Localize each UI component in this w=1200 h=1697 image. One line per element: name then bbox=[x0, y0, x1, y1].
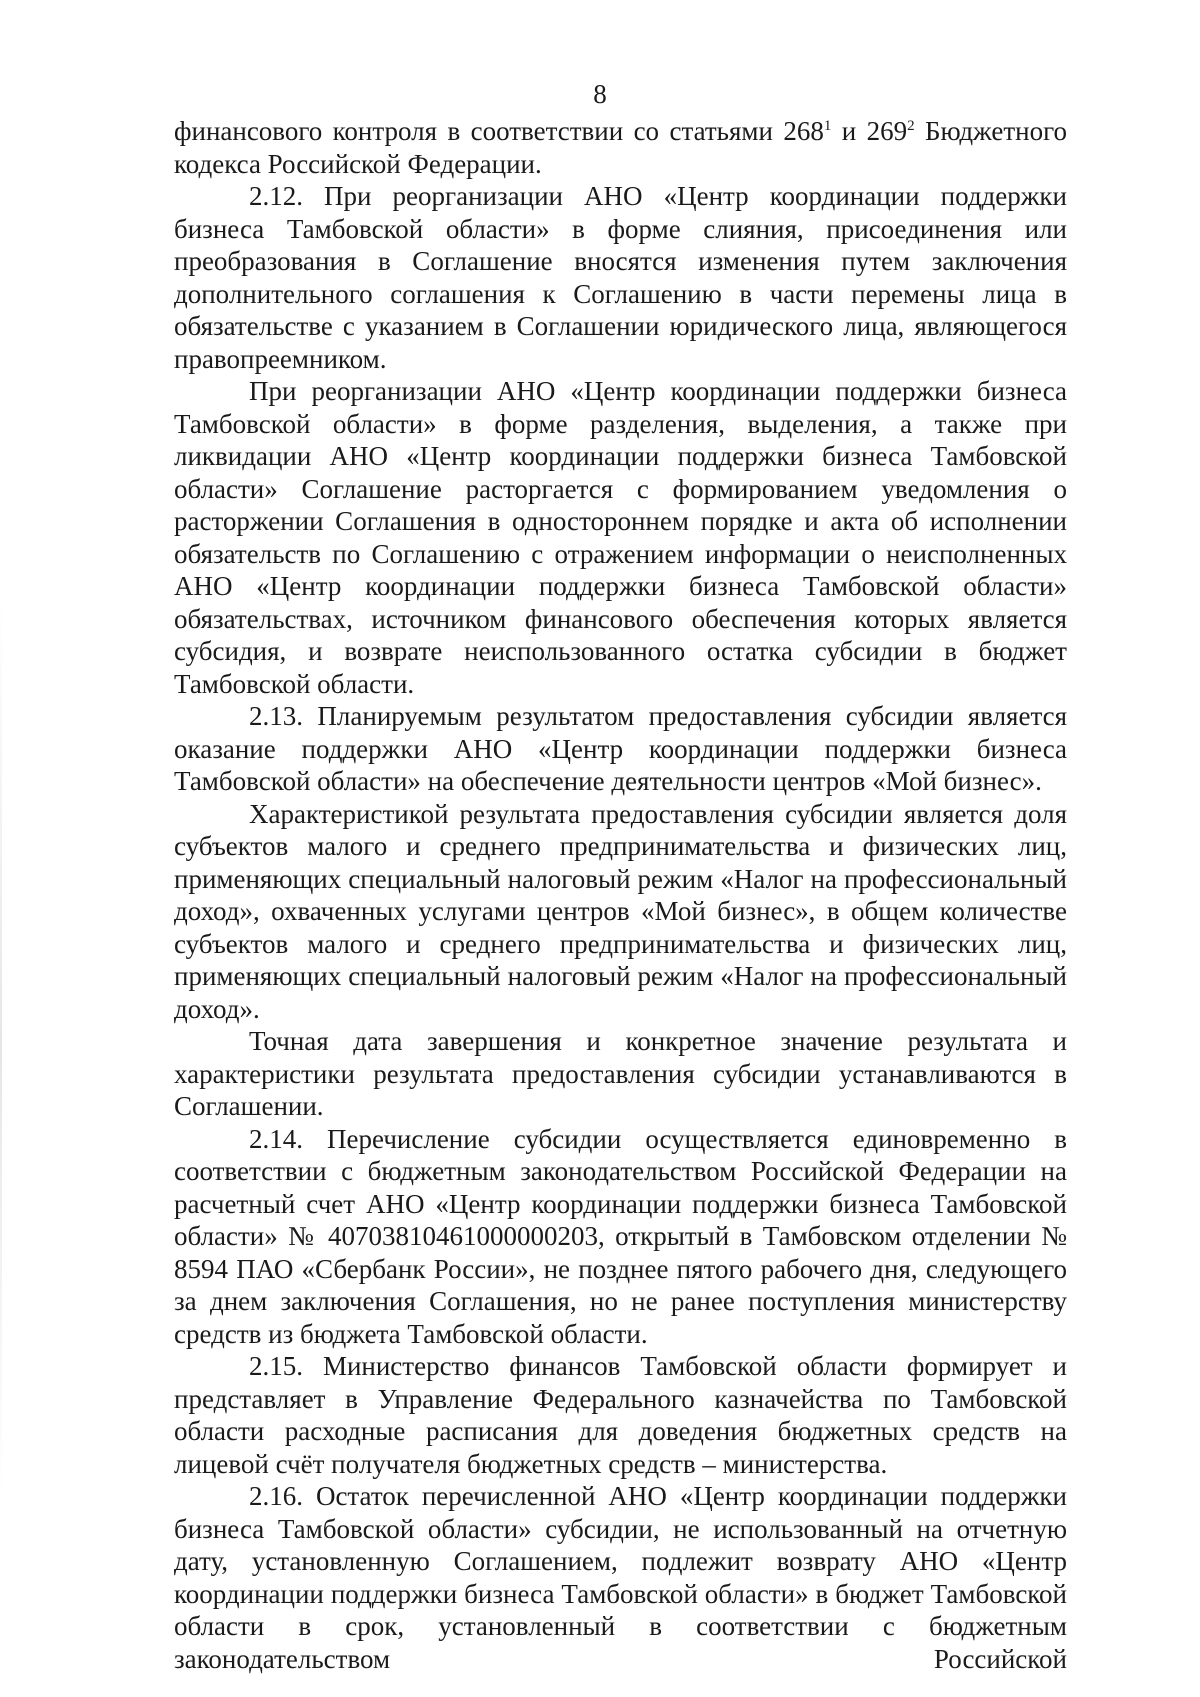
document-body bbox=[174, 115, 1067, 1675]
paragraph-2-13: 2.13. Планируемым результатом предоставления субсидии является оказание поддержки АНО «Центр координации поддержки бизнеса Тамбовской области» на обеспечение деятельности центров «Мой бизнес». bbox=[174, 701, 1067, 796]
paragraph-2-14: 2.14. Перечисление субсидии осуществляется единовременно в соответствии с бюджетным законодательством Российской Федерации на расчетный счет АНО «Центр координации поддержки бизнеса Тамбовской области» № 40703810461000000203, открытый в Тамбовском отделении № 8594 ПАО «Сбербанк России», не позднее пятого рабочего дня, следующего за днем заключения Соглашения, но не ранее поступления министерству средств из бюджета Тамбовской области. bbox=[174, 1123, 1067, 1349]
scan-edge-shadow bbox=[0, 600, 2, 1500]
paragraph-2-12: 2.12. При реорганизации АНО «Центр координации поддержки бизнеса Тамбовской области» в форме слияния, присоединения или преобразования в Соглашение вносятся изменения путем заключения дополнительного соглашения к Соглашению в части перемены лица в обязательстве с указанием в Соглашении юридического лица, являющегося правопреемником. bbox=[174, 181, 1067, 374]
paragraph-2-13-characteristic: Характеристикой результата предоставления субсидии является доля субъектов малого и среднего предпринимательства и физических лиц, применяющих специальный налоговый режим «Налог на профессиональный доход», охваченных услугами центров «Мой бизнес», в общем количестве субъектов малого и среднего предпринимательства и физических лиц, применяющих специальный налоговый режим «Налог на профессиональный доход». bbox=[174, 798, 1067, 1024]
intro-text-c: Бюджетного кодекса Российской Федерации. bbox=[174, 116, 1067, 179]
paragraph-2-13-date: Точная дата завершения и конкретное значение результата и характеристики результата предоставления субсидии устанавливаются в Соглашении. bbox=[174, 1026, 1067, 1121]
paragraph-2-12-reorganization: При реорганизации АНО «Центр координации поддержки бизнеса Тамбовской области» в форме разделения, выделения, а также при ликвидации АНО «Центр координации поддержки бизнеса Тамбовской области» Соглашение расторгается с формированием уведомления о расторжении Соглашения в одностороннем порядке и акта об исполнении обязательств по Соглашению с отражением информации о неисполненных АНО «Центр координации поддержки бизнеса Тамбовской области» обязательствах, источником финансового обеспечения которых является субсидия, и возврате неиспользованного остатка субсидии в бюджет Тамбовской области. bbox=[174, 376, 1067, 699]
footnote-superscript-2: 2 bbox=[907, 118, 915, 134]
page-number: 8 bbox=[593, 79, 607, 109]
paragraph-2-16: 2.16. Остаток перечисленной АНО «Центр координации поддержки бизнеса Тамбовской области» субсидии, не использованный на отчетную дату, установленную Соглашением, подлежит возврату АНО «Центр координации поддержки бизнеса Тамбовской области» в бюджет Тамбовской области в срок, установленный в соответствии с бюджетным законодательством Российской bbox=[174, 1481, 1067, 1674]
footnote-superscript-1: 1 bbox=[823, 118, 832, 134]
intro-text-a: финансового контроля в соответствии со статьями 268 bbox=[174, 116, 824, 146]
paragraph-intro bbox=[174, 115, 1067, 180]
intro-text-b: и 269 bbox=[831, 116, 908, 146]
paragraph-2-15: 2.15. Министерство финансов Тамбовской области формирует и представляет в Управление Федерального казначейства по Тамбовской области расходные расписания для доведения бюджетных средств на лицевой счёт получателя бюджетных средств – министерства. bbox=[174, 1351, 1067, 1479]
